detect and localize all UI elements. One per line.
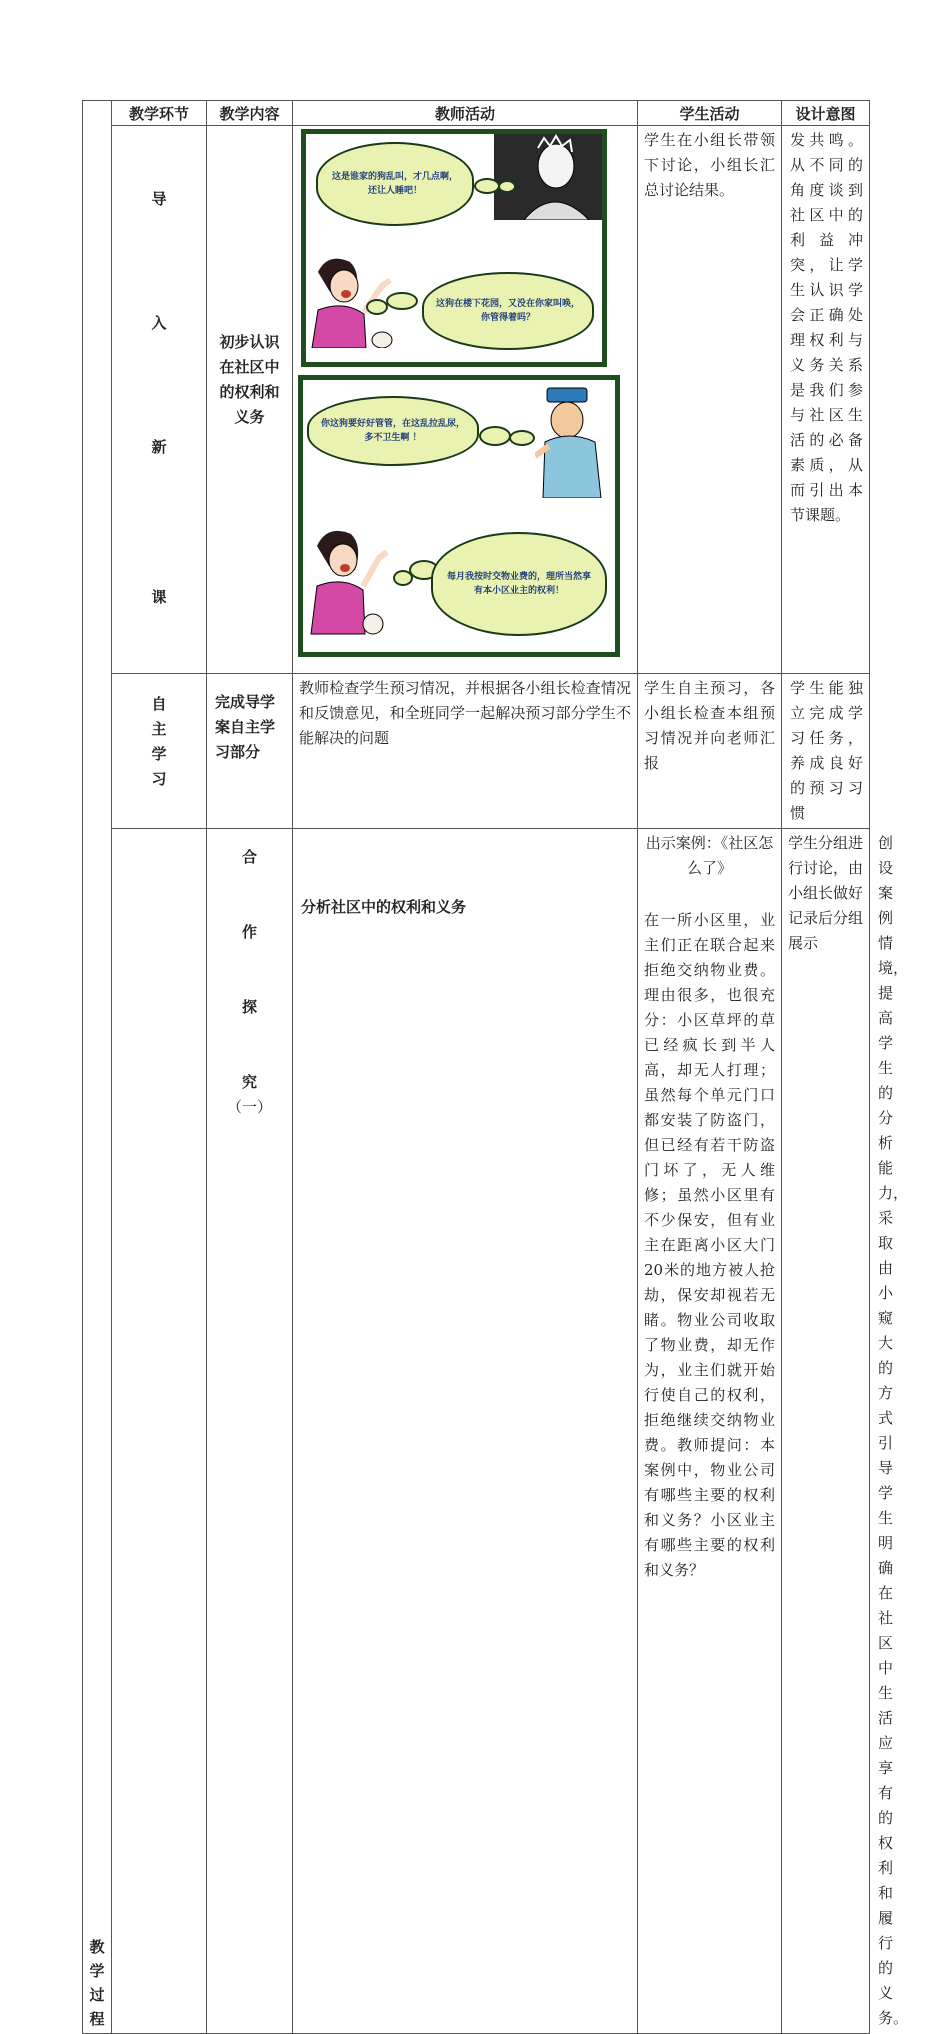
side-char: 教: [89, 1938, 105, 1956]
teacher-cell: [638, 829, 782, 2034]
student-cell: [638, 674, 782, 829]
intent-cell: [782, 126, 870, 674]
case-title: 出示案例：《社区怎么了》: [645, 834, 774, 877]
guard-cartoon-icon: [535, 386, 611, 498]
side-char: 过: [89, 1986, 105, 2004]
content-cell: [207, 674, 293, 829]
intent-text: 学生能独立完成学习任务，养成良好的预习习惯: [790, 679, 863, 822]
header-intent: 设计意图: [782, 101, 870, 126]
stage-char: 主: [151, 720, 167, 738]
thought-dot: [474, 178, 500, 194]
stage-char: 导: [151, 190, 167, 208]
stage-char: （一）: [226, 1098, 272, 1116]
content-cell: [207, 126, 293, 674]
stage-cell: [207, 829, 293, 2034]
lesson-plan-table: [82, 100, 909, 2034]
side-char: 学: [89, 1962, 105, 1980]
stage-char: 合: [241, 848, 257, 866]
teacher-cell: [293, 126, 638, 674]
thought-dot: [386, 292, 418, 310]
thought-dot: [498, 180, 516, 193]
teacher-text: 在一所小区里，业主们正在联合起来拒绝交纳物业费。理由很多，也很充分：小区草坪的草已经疯长到半人高，却无人打理；虽然每个单元门口都安装了防盗门，但已经有若干防盗门坏了，无人维修；虽然小区里有不少保安，但有业主在距离小区大门20米的地方被人抢劫，保安却视若无睹。物业公司收取了物业费，却无作为，业主们就开始行使自己的权利，拒绝继续交纳物业费。教师提问：本案例中，物业公司有哪些主要的权利和义务？小区业主有哪些主要的权利和义务？: [644, 911, 775, 1579]
stage-char: 新: [151, 438, 167, 456]
speech-bubble: 这狗在楼下花园，又没在你家叫唤，你管得着吗？: [422, 272, 594, 350]
intent-text: 创设案例情境，提高学生的分析能力，采取由小窥大的方式引导学生明确在社区中生活应享有的权利和履行的义务。: [878, 834, 909, 2027]
table-row: [83, 829, 870, 2034]
stage-char: 学: [151, 745, 167, 763]
thought-dot: [479, 426, 511, 446]
side-label-cell: [83, 101, 112, 2034]
intent-text: 发共鸣。从不同的角度谈到社区中的利益冲突，让学生认识学会正确处理权利与义务关系是我们参与社区生活的必备素质，从而引出本节课题。: [790, 131, 863, 524]
stage-char: 究: [241, 1073, 257, 1091]
stage-char: 入: [151, 314, 167, 332]
table-row: [83, 126, 870, 674]
content-cell: [293, 829, 638, 2034]
teacher-cell: [293, 674, 638, 829]
content-text: 分析社区中的权利和义务: [301, 898, 467, 916]
teacher-text: 教师检查学生预习情况，并根据各小组长检查情况和反馈意见，和全班同学一起解决预习部分学生不能解决的问题: [299, 679, 631, 747]
student-cell: [638, 126, 782, 674]
content-text: 初步认识在社区中的权利和义务: [219, 332, 280, 426]
student-text: 学生自主预习，各小组长检查本组预习情况并向老师汇报: [644, 679, 775, 772]
header-content: 教学内容: [207, 101, 293, 126]
header-teacher: 教师活动: [293, 101, 638, 126]
student-text: 学生分组进行讨论，由小组长做好记录后分组展示: [788, 834, 864, 952]
table-row: [83, 674, 870, 829]
comic-panel-1: [301, 129, 607, 367]
stage-char: 探: [241, 998, 257, 1016]
stage-char: 自: [151, 695, 167, 713]
side-char: 程: [89, 2010, 105, 2028]
intent-cell: [782, 674, 870, 829]
stage-char: 习: [151, 770, 167, 788]
header-stage: 教学环节: [112, 101, 207, 126]
stage-cell: [112, 126, 207, 674]
header-student: 学生活动: [638, 101, 782, 126]
speech-bubble: 你这狗要好好管管，在这乱拉乱尿，多不卫生啊 ！: [307, 396, 479, 466]
comic-panel-2: [298, 375, 620, 657]
student-cell: [782, 829, 870, 2034]
side-spacer: [112, 829, 207, 2034]
student-text: 学生在小组长带领下讨论，小组长汇总讨论结果。: [644, 131, 775, 199]
thought-dot: [509, 430, 535, 446]
speech-bubble: 这是谁家的狗乱叫，才几点啊，还让人睡吧！: [316, 142, 474, 226]
speech-bubble: 每月我按时交物业费的，理所当然享有本小区业主的权利！: [431, 532, 607, 636]
thought-dot: [366, 299, 388, 315]
stage-char: 作: [241, 923, 257, 941]
woman-cartoon-icon: [307, 522, 393, 638]
content-text: 完成导学案自主学习部分: [215, 693, 276, 761]
stage-cell: [112, 674, 207, 829]
man-cartoon-icon: [494, 134, 602, 220]
stage-char: 课: [151, 588, 167, 606]
